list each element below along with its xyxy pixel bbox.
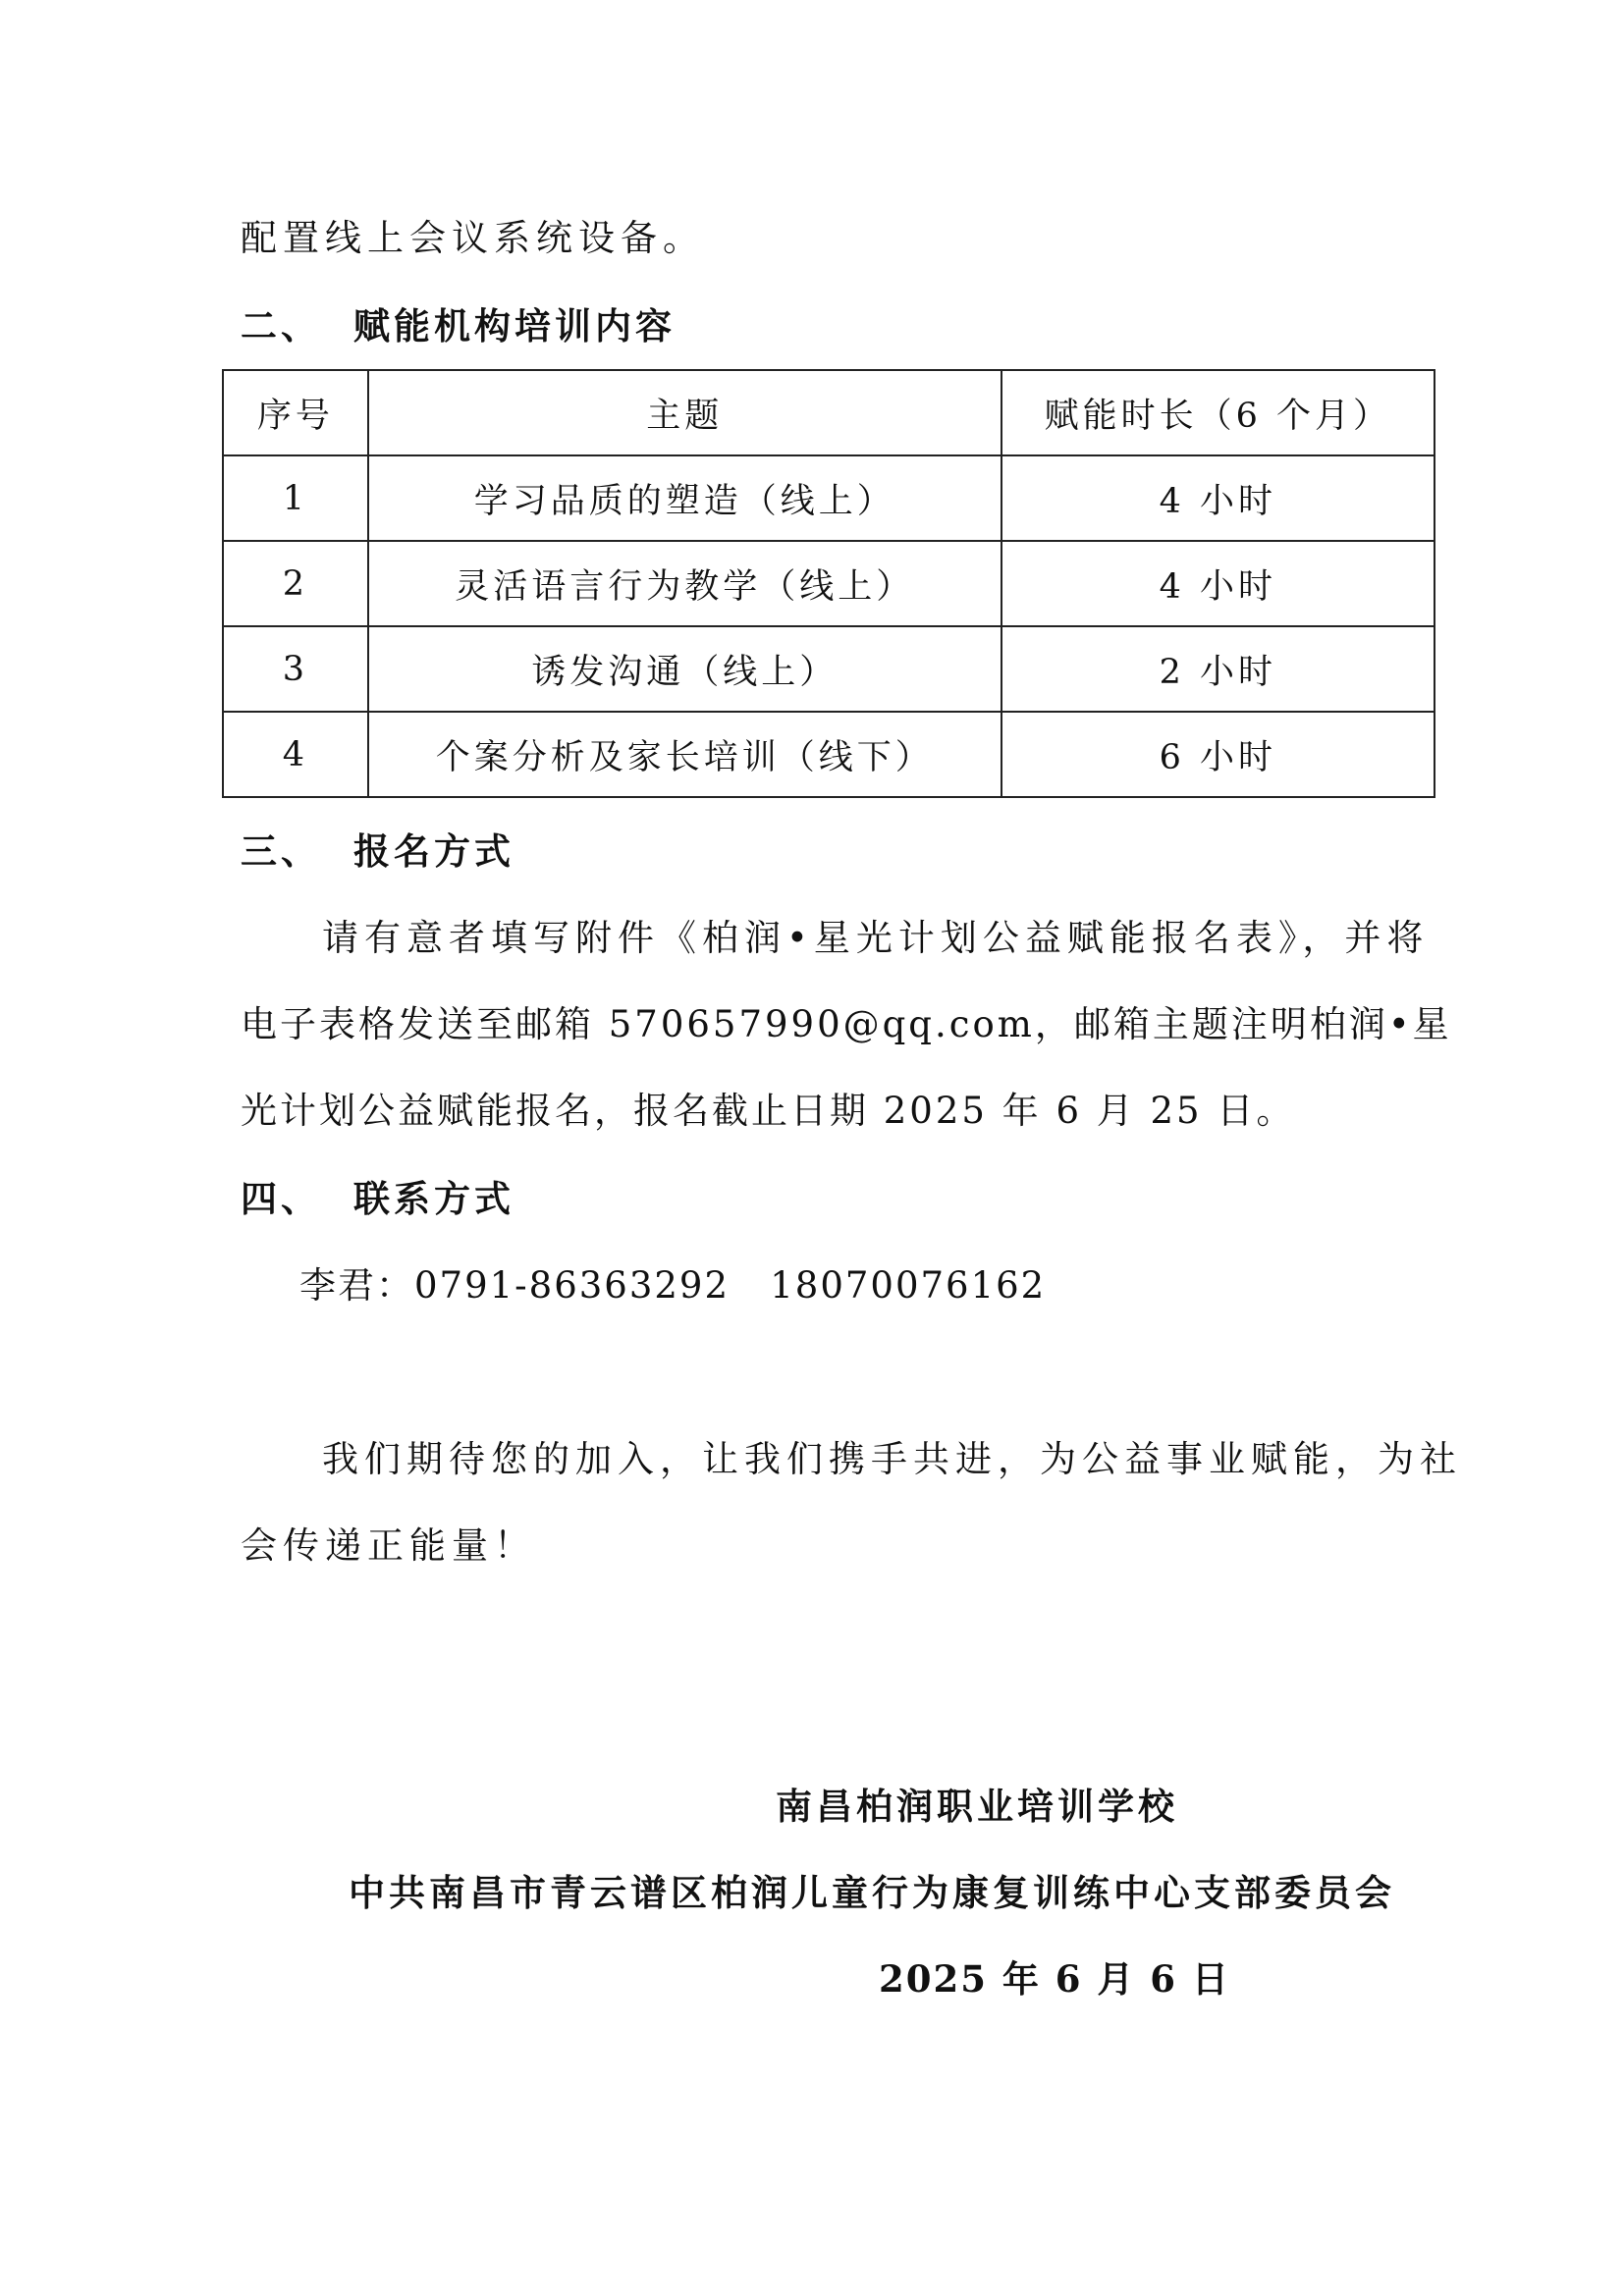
section-4-heading <box>241 1174 514 1223</box>
training-content-table <box>222 369 1435 798</box>
registration-text-line-1: 请有意者填写附件《柏润•星光计划公益赋能报名表》，并将 <box>322 917 1430 959</box>
row-duration: 4 小时 <box>1001 541 1435 626</box>
table-row <box>223 541 1435 626</box>
section-3-number: 三、 <box>241 829 321 873</box>
table-row <box>223 712 1435 797</box>
table-row <box>223 455 1435 541</box>
row-duration: 6 小时 <box>1001 712 1435 797</box>
row-topic: 学习品质的塑造（线上） <box>368 455 1001 541</box>
table-header-row <box>223 370 1435 455</box>
section-4-number: 四、 <box>241 1177 321 1220</box>
row-number: 3 <box>223 626 368 712</box>
registration-text-line-3: 光计划公益赋能报名，报名截止日期 2025 年 6 月 25 日。 <box>241 1090 1296 1132</box>
signature-org-1: 南昌柏润职业培训学校 <box>776 1785 1178 1828</box>
row-number: 2 <box>223 541 368 626</box>
table-row <box>223 626 1435 712</box>
row-number: 4 <box>223 712 368 797</box>
section-3-title: 报名方式 <box>353 829 514 873</box>
signature-date: 2025 年 6 月 6 日 <box>879 1957 1230 2001</box>
row-duration: 2 小时 <box>1001 626 1435 712</box>
intro-tail-text: 配置线上会议系统设备。 <box>241 217 705 259</box>
section-2-number: 二、 <box>241 304 321 347</box>
row-topic: 个案分析及家长培训（线下） <box>368 712 1001 797</box>
header-number: 序号 <box>223 370 368 455</box>
section-2-heading <box>241 301 676 350</box>
section-2-title: 赋能机构培训内容 <box>353 304 676 347</box>
section-3-heading <box>241 827 514 876</box>
header-topic: 主题 <box>368 370 1001 455</box>
signature-org-2: 中共南昌市青云谱区柏润儿童行为康复训练中心支部委员会 <box>349 1871 1395 1914</box>
closing-line-1: 我们期待您的加入，让我们携手共进，为公益事业赋能，为社 <box>322 1438 1462 1480</box>
row-duration: 4 小时 <box>1001 455 1435 541</box>
header-duration: 赋能时长（6 个月） <box>1001 370 1435 455</box>
row-topic: 诱发沟通（线上） <box>368 626 1001 712</box>
row-topic: 灵活语言行为教学（线上） <box>368 541 1001 626</box>
contact-line: 李君：0791-86363292 18070076162 <box>299 1264 1047 1307</box>
registration-text-line-2: 电子表格发送至邮箱 570657990@qq.com，邮箱主题注明柏润•星 <box>241 1003 1452 1045</box>
row-number: 1 <box>223 455 368 541</box>
closing-line-2: 会传递正能量！ <box>241 1524 536 1567</box>
section-4-title: 联系方式 <box>353 1177 514 1220</box>
